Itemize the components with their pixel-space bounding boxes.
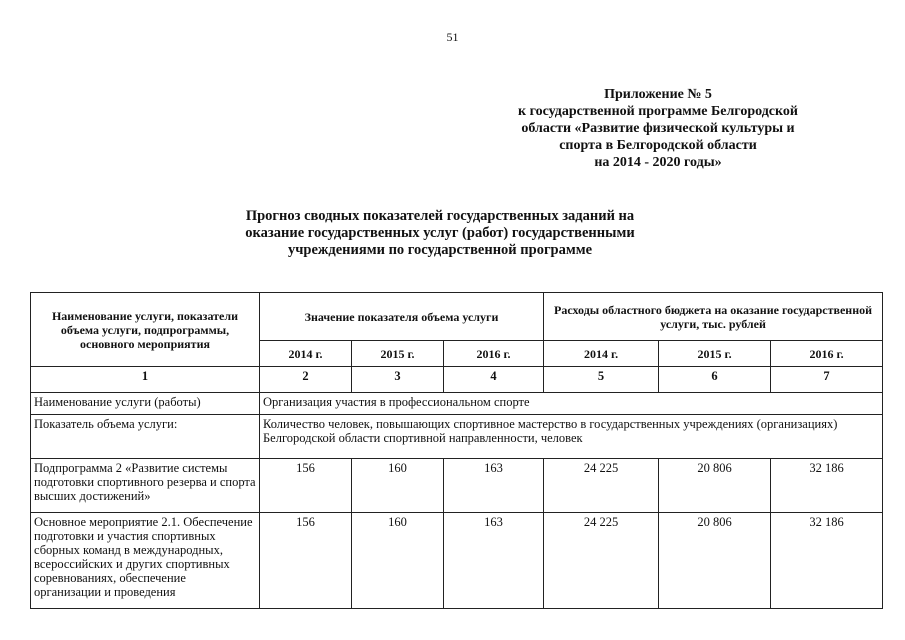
- appendix-line: на 2014 - 2020 годы»: [594, 155, 722, 170]
- row-value: 24 225: [544, 513, 659, 609]
- row-value: 24 225: [544, 459, 659, 513]
- header-year: 2016 г.: [444, 341, 544, 367]
- column-index: 7: [771, 367, 883, 393]
- appendix-line: области «Развитие физической культуры и: [521, 121, 795, 136]
- header-year: 2014 г.: [260, 341, 352, 367]
- header-volume-group: Значение показателя объема услуги: [260, 293, 544, 341]
- document-title: [190, 208, 690, 259]
- row-value: 163: [444, 513, 544, 609]
- title-line: учреждениями по государственной программе: [287, 242, 593, 258]
- appendix-line: к государственной программе Белгородской: [518, 104, 798, 119]
- row-value: 156: [260, 459, 352, 513]
- row-value: 156: [260, 513, 352, 609]
- indicator-label: Показатель объема услуги:: [31, 415, 260, 459]
- header-year: 2015 г.: [659, 341, 771, 367]
- title-line: Прогноз сводных показателей государственных заданий на: [245, 208, 635, 224]
- row-name: Подпрограмма 2 «Развитие системы подготовки спортивного резерва и спорта высших достижений»: [31, 459, 260, 513]
- title-line: оказание государственных услуг (работ) государственными: [245, 225, 635, 241]
- column-index: 1: [31, 367, 260, 393]
- table-row: [31, 459, 883, 513]
- header-year: 2014 г.: [544, 341, 659, 367]
- row-value: 20 806: [659, 459, 771, 513]
- column-index: 4: [444, 367, 544, 393]
- page-number: 51: [446, 30, 459, 44]
- header-expenses-group: Расходы областного бюджета на оказание государственной услуги, тыс. рублей: [544, 293, 883, 341]
- column-index: 6: [659, 367, 771, 393]
- forecast-table: [30, 292, 883, 609]
- row-name: Основное мероприятие 2.1. Обеспечение подготовки и участия спортивных сборных команд в международных, всероссийских и других спортивных соревнованиях, обеспечение организации и проведения: [31, 513, 260, 609]
- row-value: 20 806: [659, 513, 771, 609]
- row-value: 32 186: [771, 513, 883, 609]
- row-value: 160: [352, 459, 444, 513]
- indicator-value: Количество человек, повышающих спортивное мастерство в государственных учреждениях (организациях) Белгородской области спортивной направленности, человек: [260, 415, 883, 459]
- service-row: [31, 393, 883, 415]
- appendix-block: [508, 86, 808, 171]
- column-index: 3: [352, 367, 444, 393]
- column-index-row: [31, 367, 883, 393]
- service-value: Организация участия в профессиональном спорте: [260, 393, 883, 415]
- appendix-line: Приложение № 5: [604, 87, 712, 102]
- table-row: [31, 513, 883, 609]
- row-value: 163: [444, 459, 544, 513]
- service-label: Наименование услуги (работы): [31, 393, 260, 415]
- column-index: 2: [260, 367, 352, 393]
- header-year: 2016 г.: [771, 341, 883, 367]
- column-index: 5: [544, 367, 659, 393]
- indicator-row: [31, 415, 883, 459]
- header-service-name: Наименование услуги, показатели объема услуги, подпрограммы, основного мероприятия: [31, 293, 260, 367]
- row-value: 160: [352, 513, 444, 609]
- row-value: 32 186: [771, 459, 883, 513]
- appendix-line: спорта в Белгородской области: [559, 138, 757, 153]
- header-year: 2015 г.: [352, 341, 444, 367]
